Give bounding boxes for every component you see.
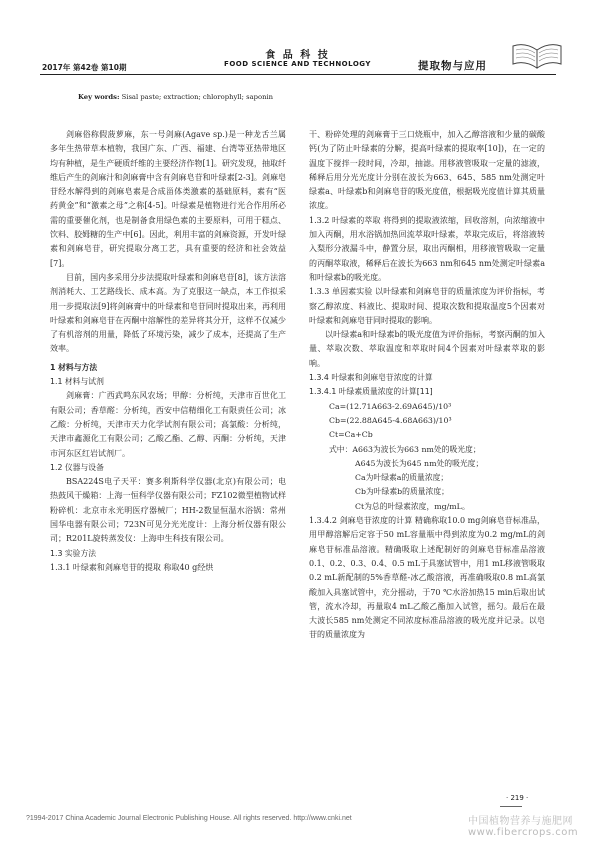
formula-line: 式中：A663为波长为663 nm处的吸光度； xyxy=(329,444,481,454)
keywords-label: Key words: xyxy=(78,93,120,101)
paragraph: 以叶绿素a和叶绿素b的吸光度值为评价指标，考察丙酮的加入量、萃取次数、萃取温度和萃取时间4个因素对叶绿素萃取的影响。 xyxy=(309,330,545,368)
watermark: 中国植物营养与施肥网 www.fibercrops.com xyxy=(468,816,579,838)
page-number-rule xyxy=(500,806,522,807)
section-heading: 1.3.4 叶绿素和剑麻皂苷浓度的计算 xyxy=(309,373,433,383)
paragraph: 剑麻膏：广西武鸣东风农场；甲醇：分析纯，天津市百世化工有限公司；香草醛：分析纯，西安中信精细化工有限责任公司；冰乙酸：分析纯，天津市天力化学试剂有限公司；高氯酸：分析纯，天津市鑫源化工有限公司；乙酸乙酯、乙醇、丙酮：分析纯，天津市河东区红岩试剂厂。 xyxy=(50,391,286,458)
formula-line: A645为波长为645 nm处的吸光度； xyxy=(355,458,484,468)
formula-line: Ct为总的叶绿素浓度，mg/mL。 xyxy=(355,501,470,511)
left-column xyxy=(50,128,286,575)
paragraph: 目前，国内多采用分步法提取叶绿素和剑麻皂苷[8]，该方法溶剂消耗大、工艺路线长、成本高。为了克服这一缺点，本工作拟采用一步提取法[9]将剑麻膏中的叶绿素和皂苷同时提取出来，再利用叶绿素和剑麻皂苷在丙酮中溶解性的差异将其分开，这样不仅减少了有机溶剂的用量，降低了环境污染，减少了成本，还提高了生产效率。 xyxy=(50,272,286,354)
journal-title-cn: 食 品 科 技 xyxy=(265,50,330,61)
formula-line: Cb为叶绿素b的质量浓度； xyxy=(355,487,449,497)
right-column xyxy=(309,128,545,643)
paragraph: 1.3.2 叶绿素的萃取 将得到的提取液浓缩，回收溶剂，向浓缩液中加入丙酮，用水浴锅加热回流萃取叶绿素，萃取完成后，将溶液转入梨形分液漏斗中，静置分层，取出丙酮相，用移液管吸取一定量的丙酮萃取液，稀释后在波长为663 nm和645 nm处测定叶绿素a和叶绿素b的吸光度。 xyxy=(309,215,545,282)
header-rule xyxy=(40,74,556,75)
copyright-footer: ?1994-2017 China Academic Journal Electronic Publishing House. All rights reserved. http://www.cnki.net xyxy=(26,815,352,822)
paragraph: BSA224S电子天平：赛多利斯科学仪器(北京)有限公司；电热鼓风干燥箱：上海一恒科学仪器有限公司；FZ102微型植物试样粉碎机：北京市永光明医疗器械厂；HH-2数显恒温水浴锅：常州国华电器有限公司；723N可见分光光度计：上海分析仪器有限公司；R201L旋转蒸发仪：上海申生科技有限公司。 xyxy=(50,477,286,544)
open-book-icon xyxy=(510,38,564,72)
paragraph: 剑麻俗称假菠萝麻，东一号剑麻(Agave sp.)是一种龙舌兰属多年生热带草本植物，我国广东、广西、福建、台湾等亚热带地区均有种植，是生产硬质纤维的主要经济作物[1]。研究发现，抽取纤维后产生的剑麻汁和剑麻膏中含有剑麻皂苷和叶绿素[2-3]。剑麻皂苷经水解得到的剑麻皂素是合成甾体类激素的基础原料，素有“医药黄金”和“激素之母”之称[4-5]。叶绿素是植物进行光合作用所必需的重要催化剂，也是制备食用绿色素的主要原料，可用于糕点、饮料、胶姆糖的生产中[6]。因此，利用丰富的剑麻资源，开发叶绿素和剑麻皂苷，研究提取分离工艺，具有重要的经济和社会效益[7]。 xyxy=(50,130,286,268)
section-title: 提取物与应用 xyxy=(418,60,487,72)
journal-issue: 2017年 第42卷 第10期 xyxy=(42,63,127,72)
keywords xyxy=(78,93,273,101)
keywords-text: Sisal paste; extraction; chlorophyll; saponin xyxy=(119,93,274,101)
section-heading: 1 材料与方法 xyxy=(50,362,98,372)
formula-line: Cb=(22.88A645-4.68A663)/10³ xyxy=(329,415,452,425)
formula-line: Ca为叶绿素a的质量浓度； xyxy=(355,473,449,483)
journal-title-en: FOOD SCIENCE AND TECHNOLOGY xyxy=(224,60,371,68)
section-heading: 1.1 材料与试剂 xyxy=(50,377,104,387)
formula-line: Ca=(12.71A663-2.69A645)/10³ xyxy=(329,401,452,411)
paragraph: 1.3.3 单因素实验 以叶绿素和剑麻皂苷的质量浓度为评价指标，考察乙醇浓度、料液比、提取时间、提取次数和提取温度5个因素对叶绿素和剑麻皂苷同时提取的影响。 xyxy=(309,287,545,325)
section-heading: 1.3 实验方法 xyxy=(50,548,97,558)
paragraph: 1.3.1 叶绿素和剑麻皂苷的提取 称取40 g经烘 xyxy=(50,562,214,572)
section-heading: 1.2 仪器与设备 xyxy=(50,462,104,472)
formula-line: Ct=Ca+Cb xyxy=(329,430,373,440)
page-number: · 219 · xyxy=(506,794,529,802)
paragraph: 1.3.4.2 剑麻皂苷浓度的计算 精确称取10.0 mg剑麻皂苷标准品，用甲醇溶解后定容于50 mL容量瓶中得到浓度为0.2 mg/mL的剑麻皂苷标准品溶液。精确吸取上述配制好的剑麻皂苷标准品溶液0.1、0.2、0.3、0.4、0.5 mL于具塞试管中，用1 mL移液管吸取0.2 mL新配制的5%香草醛-冰乙酸溶液，再准确吸取0.8 mL高氯酸加入具塞试管中，充分摇动，于70 ℃水浴加热15 min后取出试管，流水冷却，再量取4 mL乙酸乙酯加入试管，摇匀。最后在最大波长585 nm处测定不同浓度标准品溶液的吸光度并记录。以皂苷的质量浓度为 xyxy=(309,516,545,640)
section-heading: 1.3.4.1 叶绿素质量浓度的计算[11] xyxy=(309,387,433,397)
paragraph: 干、粉碎处理的剑麻膏于三口烧瓶中，加入乙醇溶液和少量的碳酸钙(为了防止叶绿素的分解，提高叶绿素的提取率[10])，在一定的温度下搅拌一段时间，冷却，抽滤。用移液管吸取一定量的滤液，稀释后用分光光度计分别在波长为663、645、585 nm处测定叶绿素a、叶绿素b和剑麻皂苷的吸光度值，根据吸光度值计算其质量浓度。 xyxy=(309,130,545,211)
